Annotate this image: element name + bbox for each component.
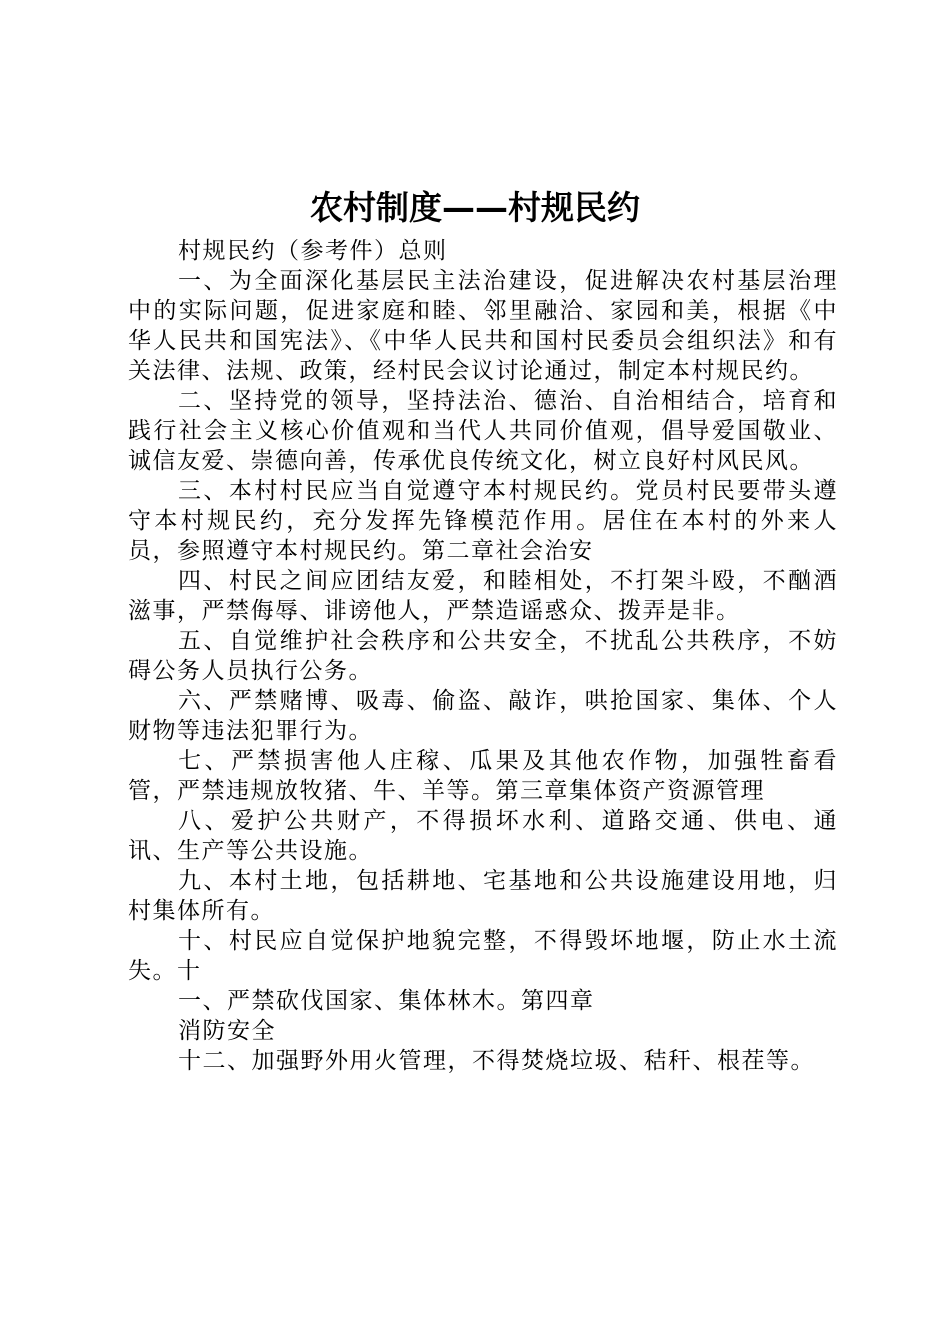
paragraph-article-1: 一、为全面深化基层民主法治建设，促进解决农村基层治理中的实际问题，促进家庭和睦、邻里融洽、家园和美，根据《中华人民共和国宪法》、《中华人民共和国村民委员会组织法》和有关法律、法规、政策，经村民会议讨论通过，制定本村规民约。 [128,268,838,384]
paragraph-article-11: 一、严禁砍伐国家、集体林木。第四章 [178,988,595,1014]
paragraph-article-12: 十二、加强野外用火管理，不得焚烧垃圾、秸秆、根茬等。 [178,1048,815,1074]
document-body [128,236,838,1076]
paragraph-chapter-fire-safety: 消防安全 [178,1018,276,1044]
paragraph-article-2: 二、坚持党的领导，坚持法治、德治、自治相结合，培育和践行社会主义核心价值观和当代人共同价值观，倡导爱国敬业、诚信友爱、崇德向善，传承优良传统文化，树立良好村风民风。 [128,388,838,474]
paragraph-article-3: 三、本村村民应当自觉遵守本村规民约。党员村民要带头遵守本村规民约，充分发挥先锋模范作用。居住在本村的外来人员，参照遵守本村规民约。第二章社会治安 [128,478,838,564]
paragraph-article-9: 九、本村土地，包括耕地、宅基地和公共设施建设用地，归村集体所有。 [128,868,838,924]
paragraph-article-5: 五、自觉维护社会秩序和公共安全，不扰乱公共秩序，不妨碍公务人员执行公务。 [128,628,838,684]
paragraph-article-8: 八、爱护公共财产，不得损坏水利、道路交通、供电、通讯、生产等公共设施。 [128,808,838,864]
paragraph-article-6: 六、严禁赌博、吸毒、偷盗、敲诈，哄抢国家、集体、个人财物等违法犯罪行为。 [128,688,838,744]
paragraph-general-provisions-heading: 村规民约（参考件）总则 [178,238,448,264]
paragraph-article-10: 十、村民应自觉保护地貌完整，不得毁坏地堰，防止水土流失。十 [128,928,838,984]
document-title: 农村制度——村规民约 [310,188,640,227]
paragraph-article-7: 七、严禁损害他人庄稼、瓜果及其他农作物，加强牲畜看管，严禁违规放牧猪、牛、羊等。第三章集体资产资源管理 [128,748,838,804]
paragraph-article-4: 四、村民之间应团结友爱，和睦相处，不打架斗殴，不酗酒滋事，严禁侮辱、诽谤他人，严禁造谣惑众、拨弄是非。 [128,568,838,624]
